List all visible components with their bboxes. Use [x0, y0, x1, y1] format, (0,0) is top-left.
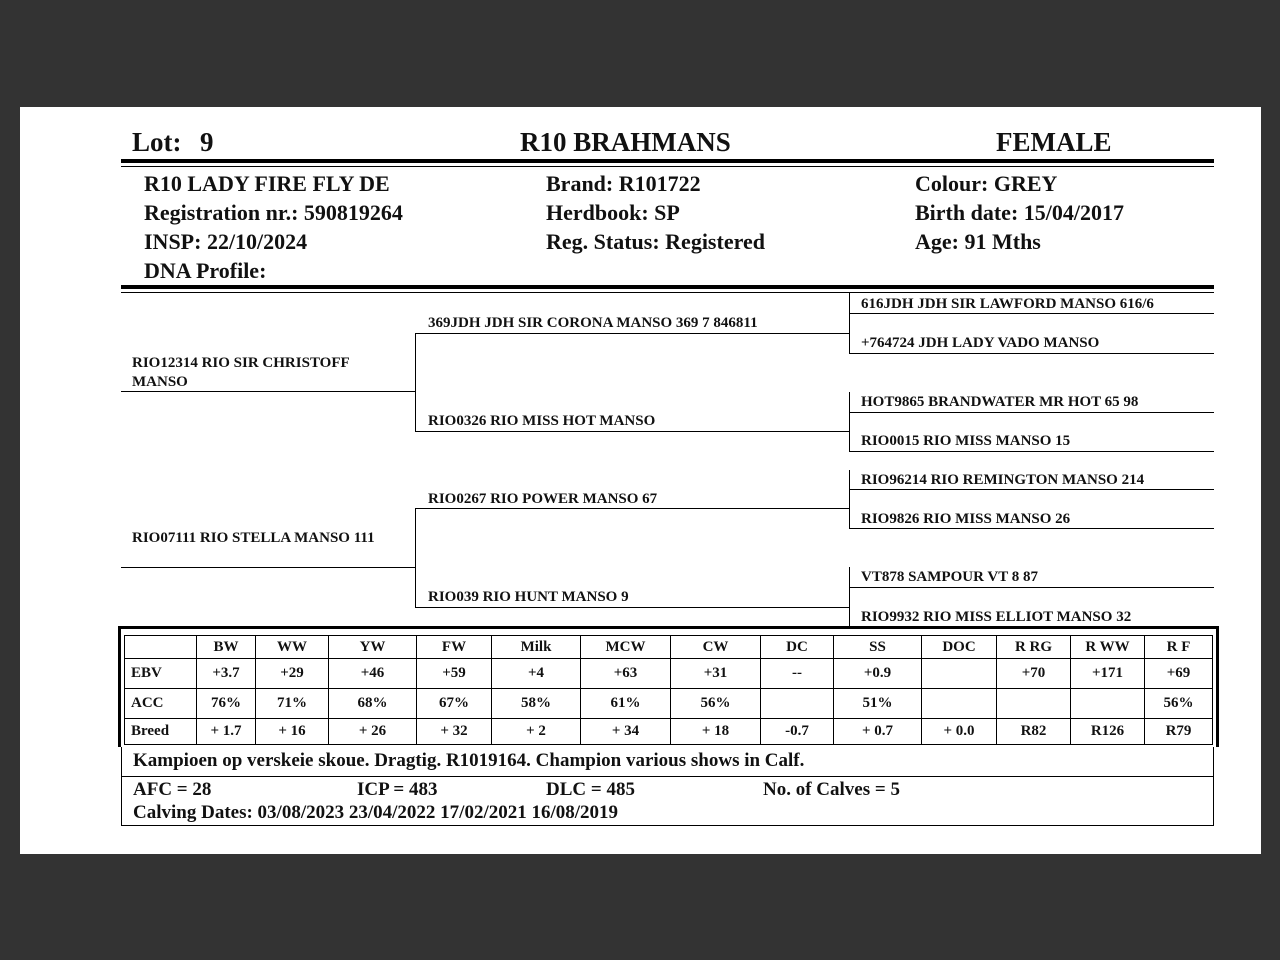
calving-dates: Calving Dates: 03/08/2023 23/04/2022 17/02/2021 16/08/2019	[133, 802, 619, 823]
icp-value: ICP = 483	[357, 779, 438, 800]
comments-box	[121, 747, 1214, 777]
pedigree-dds: VT878 SAMPOUR VT 8 87	[861, 569, 1038, 585]
animal-name: R10 LADY FIRE FLY DE	[144, 171, 390, 196]
pedigree-dam-dam: RIO039 RIO HUNT MANSO 9	[428, 589, 629, 605]
ebv-cell: +63	[581, 659, 671, 689]
ebv-col-header: FW	[417, 636, 492, 659]
ebv-cell: + 32	[417, 719, 492, 745]
ebv-cell: R126	[1071, 719, 1145, 745]
header-double-rule-top	[121, 159, 1214, 163]
colour: Colour: GREY	[915, 171, 1058, 196]
ebv-frame-top	[118, 626, 1219, 629]
inspection-date: INSP: 22/10/2024	[144, 229, 308, 254]
age: Age: 91 Mths	[915, 229, 1041, 254]
ebv-cell	[1071, 689, 1145, 719]
ebv-cell: +59	[417, 659, 492, 689]
brand: Brand: R101722	[546, 171, 701, 196]
ebv-cell: R79	[1145, 719, 1213, 745]
ebv-row	[125, 659, 1213, 689]
pedigree-dss: RIO96214 RIO REMINGTON MANSO 214	[861, 472, 1145, 488]
pedigree-connector-ss	[849, 293, 850, 353]
ebv-cell	[997, 689, 1071, 719]
registration-number: Registration nr.: 590819264	[144, 200, 403, 225]
ebv-cell: +31	[671, 659, 761, 689]
lot-number: 9	[200, 127, 214, 157]
ebv-cell: 58%	[492, 689, 581, 719]
ebv-cell	[761, 689, 834, 719]
ebv-cell: 76%	[197, 689, 256, 719]
pedigree-dsd: RIO9826 RIO MISS MANSO 26	[861, 511, 1071, 527]
ebv-col-header: R WW	[1071, 636, 1145, 659]
ebv-col-header: DOC	[922, 636, 997, 659]
pedigree-line-sd	[415, 431, 849, 432]
number-of-calves: No. of Calves = 5	[763, 779, 900, 800]
ebv-col-header: Milk	[492, 636, 581, 659]
pedigree-line-dam	[121, 567, 416, 568]
pedigree-connector-dd	[849, 567, 850, 627]
pedigree-line-dd	[415, 607, 849, 608]
ebv-cell: +3.7	[197, 659, 256, 689]
pedigree-line-sdd	[849, 451, 1214, 452]
dlc-value: DLC = 485	[546, 779, 635, 800]
pedigree-connector-sd	[849, 392, 850, 452]
afc-value: AFC = 28	[133, 779, 212, 800]
pedigree-line-ss	[415, 333, 849, 334]
ebv-cell: 68%	[329, 689, 417, 719]
ebv-cell: +69	[1145, 659, 1213, 689]
ebv-cell	[922, 659, 997, 689]
ebv-cell: 56%	[671, 689, 761, 719]
ebv-cell: 51%	[834, 689, 922, 719]
ebv-col-header	[125, 636, 197, 659]
ebv-header-row	[125, 636, 1213, 659]
ebv-row-label: ACC	[125, 689, 197, 719]
ebv-table	[124, 635, 1213, 745]
pedigree-line-sds	[849, 412, 1214, 413]
lot-label: Lot:	[132, 127, 182, 157]
pedigree-dam-sire: RIO0267 RIO POWER MANSO 67	[428, 491, 658, 507]
ebv-col-header: WW	[256, 636, 329, 659]
pedigree-sss: 616JDH JDH SIR LAWFORD MANSO 616/6	[861, 296, 1154, 312]
herdbook: Herdbook: SP	[546, 200, 680, 225]
ebv-cell: +4	[492, 659, 581, 689]
ebv-col-header: MCW	[581, 636, 671, 659]
ebv-cell: 71%	[256, 689, 329, 719]
pedigree-ddd: RIO9932 RIO MISS ELLIOT MANSO 32	[861, 609, 1132, 625]
ebv-cell: + 16	[256, 719, 329, 745]
ebv-col-header: CW	[671, 636, 761, 659]
birth-date: Birth date: 15/04/2017	[915, 200, 1124, 225]
pedigree-connector-ds	[849, 470, 850, 528]
pedigree-connector-dam	[415, 508, 416, 608]
ebv-row-label: Breed	[125, 719, 197, 745]
ebv-cell: +0.9	[834, 659, 922, 689]
ebv-col-header: BW	[197, 636, 256, 659]
pedigree-line-ssd	[849, 353, 1214, 354]
pedigree-sds: HOT9865 BRANDWATER MR HOT 65 98	[861, 394, 1139, 410]
dna-profile: DNA Profile:	[144, 258, 267, 283]
ebv-frame-right	[1216, 629, 1219, 747]
ebv-cell: R82	[997, 719, 1071, 745]
pedigree-sire-sire: 369JDH JDH SIR CORONA MANSO 369 7 846811	[428, 315, 758, 331]
catalogue-card	[20, 107, 1261, 854]
registration-status: Reg. Status: Registered	[546, 229, 765, 254]
breeder-name: R10 BRAHMANS	[520, 127, 731, 157]
ebv-cell: + 26	[329, 719, 417, 745]
ebv-cell: -0.7	[761, 719, 834, 745]
pedigree-line-dds	[849, 587, 1214, 588]
ebv-cell: --	[761, 659, 834, 689]
ebv-col-header: R F	[1145, 636, 1213, 659]
ebv-cell: + 0.7	[834, 719, 922, 745]
ebv-cell: +70	[997, 659, 1071, 689]
ebv-col-header: DC	[761, 636, 834, 659]
acc-row	[125, 689, 1213, 719]
pedigree-sire-dam: RIO0326 RIO MISS HOT MANSO	[428, 413, 656, 429]
ebv-cell: + 2	[492, 719, 581, 745]
stats-box	[121, 777, 1214, 826]
ebv-col-header: R RG	[997, 636, 1071, 659]
ebv-row-label: EBV	[125, 659, 197, 689]
comments-text: Kampioen op verskeie skoue. Dragtig. R1019164. Champion various shows in Calf.	[133, 750, 805, 771]
ebv-cell: +46	[329, 659, 417, 689]
ebv-cell: +171	[1071, 659, 1145, 689]
breed-row	[125, 719, 1213, 745]
info-double-rule-bottom	[121, 292, 1214, 293]
ebv-col-header: YW	[329, 636, 417, 659]
ebv-frame-left	[118, 629, 121, 747]
ebv-cell: +29	[256, 659, 329, 689]
pedigree-connector-sire	[415, 333, 416, 431]
ebv-cell: 61%	[581, 689, 671, 719]
ebv-cell: + 34	[581, 719, 671, 745]
header-double-rule-bottom	[121, 166, 1214, 167]
ebv-cell: 67%	[417, 689, 492, 719]
ebv-cell: + 0.0	[922, 719, 997, 745]
ebv-cell: 56%	[1145, 689, 1213, 719]
pedigree-sire: RIO12314 RIO SIR CHRISTOFF MANSO	[132, 355, 350, 390]
pedigree-dam: RIO07111 RIO STELLA MANSO 111	[132, 530, 375, 546]
ebv-col-header: SS	[834, 636, 922, 659]
info-double-rule-top	[121, 285, 1214, 289]
ebv-cell	[922, 689, 997, 719]
ebv-cell: + 18	[671, 719, 761, 745]
animal-sex: FEMALE	[996, 127, 1112, 157]
ebv-cell: + 1.7	[197, 719, 256, 745]
pedigree-ssd: +764724 JDH LADY VADO MANSO	[861, 335, 1100, 351]
pedigree-sdd: RIO0015 RIO MISS MANSO 15	[861, 433, 1071, 449]
